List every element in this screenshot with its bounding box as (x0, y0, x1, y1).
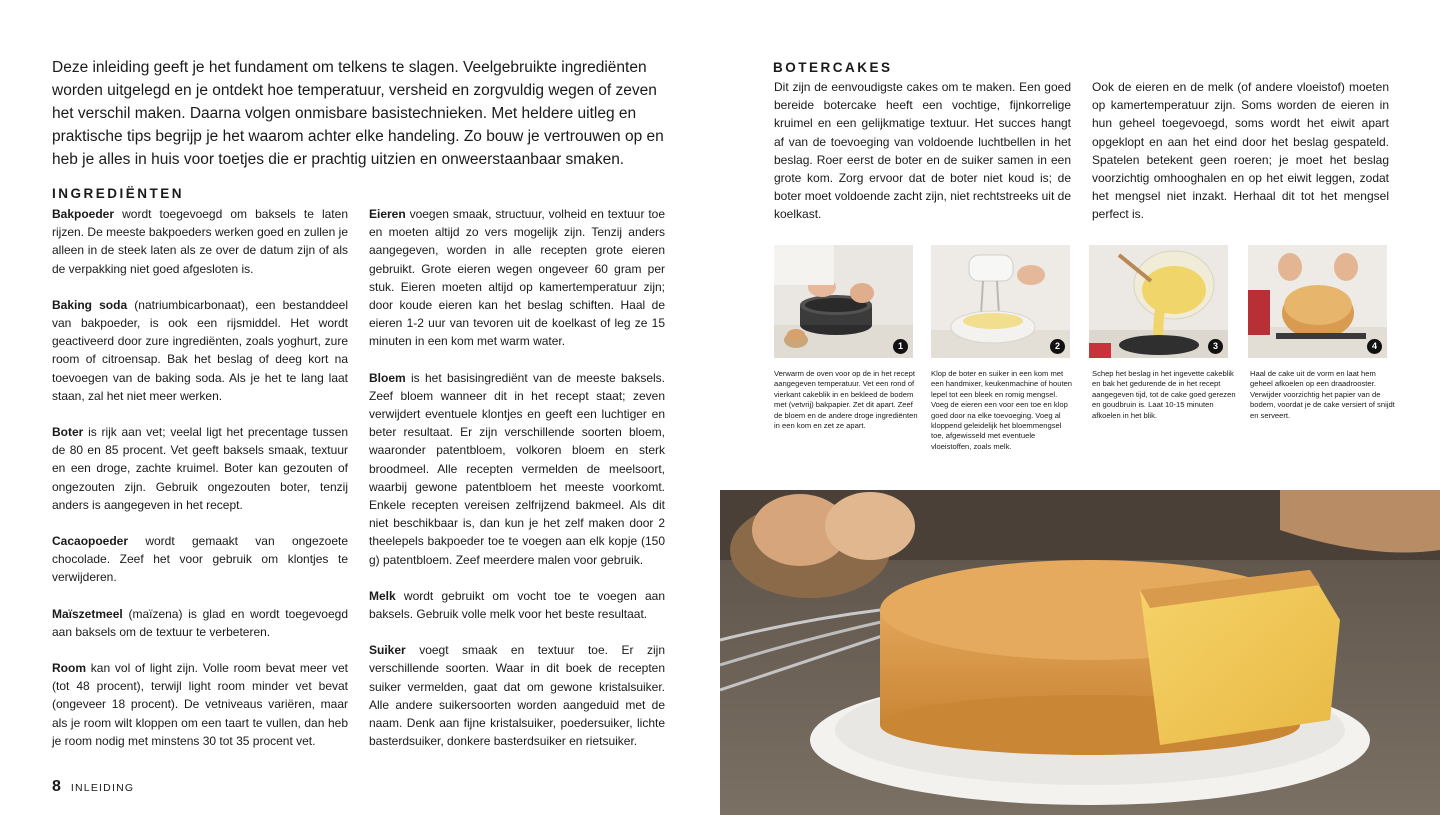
ingredient-entry: Maïszetmeel (maïzena) is glad en wordt toegevoegd aan baksels om de textuur te verbeteren. (52, 606, 348, 639)
ingredient-entry: Cacaopoeder wordt gemaakt van ongezoete chocolade. Zeef het voor gebruik om klontjes te verwijderen. (52, 534, 348, 585)
mixing-batter-illustration (931, 245, 1070, 358)
ingredient-entry: Room kan vol of light zijn. Volle room bevat meer vet (tot 48 procent), terwijl light room minder vet bevat (ongeveer 18 procent). De vetniveaus variëren, maar als je room wilt kloppen om een taart te vullen, dan heb je room nodig met minstens 30 tot 35 procent vet. (52, 661, 348, 748)
ingredient-entry: Bakpoeder wordt toegevoegd om baksels te laten rijzen. De meeste bakpoeders werken goed en zullen je alleen in de steek laten als ze over de datum zijn of als de verpakking niet goed afgesloten is. (52, 207, 348, 276)
sponge-cake-photo (720, 490, 1440, 815)
botercakes-column-1: Dit zijn de eenvoudigste cakes om te maken. Een goed bereide botercake heeft een vochtige, fijnkorrelige kruimel en een gelijkmatige textuur. Het succes hangt af van de toevoeging van voldoende luchtbellen in het beslag. Roer eerst de boter en de suiker samen in een grote kom. Zorg ervoor dat de boter niet koud is; de boter moet voldoende zacht zijn, niet rechtstreeks uit de koelkast. (774, 80, 1071, 222)
ingredients-column-2 (369, 205, 665, 768)
step-caption-4: Haal de cake uit de vorm en laat hem geheel afkoelen op een draadrooster. Verwijder voorzichtig het papier van de bodem, voordat je de cake versiert of snijdt en serveert. (1250, 369, 1395, 420)
greasing-pan-illustration (774, 245, 913, 358)
ingredients-column-1 (52, 205, 348, 768)
step-number-badge: 1 (893, 339, 908, 354)
step-caption-2: Klop de boter en suiker in een kom met een handmixer, keukenmachine of houten lepel tot een bleek en romig mengsel. Voeg de eieren een voor een toe en klop goed door na elke toevoeging. Voeg al kloppend geleidelijk het bloemmengsel toe, afgewisseld met eventuele vloeistoffen, zoals melk. (931, 369, 1073, 451)
cooling-cake-illustration (1248, 245, 1387, 358)
step-photo-3 (1089, 245, 1228, 358)
ingredient-entry: Suiker voegt smaak en textuur toe. Er zijn verschillende soorten. Waar in dit boek de recepten suiker vermelden, gaat dat om gewone kristalsuiker. Alle andere suikersoorten worden aangeduid met de naam. Denk aan fijne kristalsuiker, poedersuiker, lichte basterdsuiker, donkere basterdsuiker en rietsuiker. (369, 643, 665, 749)
pouring-batter-illustration (1089, 245, 1228, 358)
ingredients-heading: INGREDIËNTEN (52, 186, 185, 201)
ingredient-entry: Baking soda (natriumbicarbonaat), een bestanddeel van bakpoeder, is ook een rijsmiddel. Het wordt geactiveerd door zure ingrediënten, zoals yoghurt, zure room of citroensap. Bak het beslag of deeg kort na toevoegen van de baking soda. Als je het te lang laat staan, zal het niet meer werken. (52, 297, 349, 403)
step-caption-1: Verwarm de oven voor op de in het recept aangegeven temperatuur. Vet een rond of vierkant cakeblik in en bekleed de bodem met (vetvrij) bakpapier. Zet dit apart. Zeef de bloem en de andere droge ingrediënten in een kom en zet ze apart. (774, 369, 918, 431)
botercakes-heading: BOTERCAKES (773, 60, 893, 75)
step-caption-3: Schep het beslag in het ingevette cakeblik en bak het gedurende de in het recept aangegeven tijd, tot de cake goed gerezen en goudbruin is. Laat 10-15 minuten afkoelen in het blik. (1092, 369, 1236, 420)
step-number-badge: 2 (1050, 339, 1065, 354)
ingredient-entry: Boter is rijk aan vet; veelal ligt het precentage tussen de 80 en 85 procent. Vet geeft baksels smaak, textuur en een droge, zachte kruimel. Boter kan gezouten of ongezouten zijn. Gebruik ongezouten boter, tenzij anders is aangegeven in het recept. (52, 425, 348, 512)
intro-paragraph: Deze inleiding geeft je het fundament om telkens te slagen. Veelgebruikte ingrediënten worden uitgelegd en je ontdekt hoe temperatuur, versheid en zorgvuldig wegen of zeven het verschil maken. Daarna volgen onmisbare basistechnieken. Met heldere uitleg en praktische tips begrijp je het waarom achter elke handeling. Zo bouw je vertrouwen op en heb je alles in huis voor toetjes die er prachtig uitzien en onweerstaanbaar smaken. (52, 59, 664, 168)
page-footer (52, 778, 134, 796)
sponge-cake-illustration (720, 490, 1440, 815)
ingredient-entry: Eieren voegen smaak, structuur, volheid en textuur toe en moeten altijd zo vers mogelijk zijn. Tenzij anders aangegeven, worden in alle recepten grote eieren gebruikt. Grote eieren wegen ongeveer 60 gram per stuk. Eieren moeten altijd op kamertemperatuur zijn; door koude eieren kan het beslag schiften. Haal de eieren 1-2 uur van tevoren uit de koelkast of leg ze 15 minuten in een kom met warm water. (369, 207, 665, 349)
section-label: INLEIDING (70, 782, 135, 794)
page-number: 8 (52, 778, 61, 795)
ingredient-entry: Bloem is het basisingrediënt van de meeste baksels. Zeef bloem wanneer dit in het recept staat; zeven verwijdert eventuele klontjes en geeft een luchtiger en beter resultaat. Er zijn verschillende soorten bloem, waaronder patentbloem, volkoren bloem en sterk broodmeel. Alle recepten vermelden de meelsoort, waarbij gewone patentbloem het meeste voorkomt. Enkele recepten vereisen zelfrijzend bakmeel. Als dit niet beschikbaar is, dan kun je het zelf maken door 2 theelepels bakpoeder toe te voegen aan elk kopje (150 g) patentbloem. Zeef meerdere malen voor gebruik. (369, 370, 665, 567)
botercakes-column-2: Ook de eieren en de melk (of andere vloeistof) moeten op kamertemperatuur zijn. Soms worden de eieren in hun geheel toegevoegd, soms wordt het eiwit apart opgeklopt en aan het eind door het beslag gespateld. Spatelen betekent geen roeren; je moet het beslag voorzichtig omhooghalen en op het eiwit leggen, zodat het mengsel niet inzakt. Herhaal dit tot het mengsel perfect is. (1092, 80, 1389, 222)
step-photo-4 (1248, 245, 1387, 358)
step-photo-1 (774, 245, 913, 358)
step-number-badge: 4 (1367, 339, 1382, 354)
step-number-badge: 3 (1208, 339, 1223, 354)
ingredient-entry: Melk wordt gebruikt om vocht toe te voegen aan baksels. Gebruik volle melk voor het beste resultaat. (369, 588, 665, 622)
step-photo-2 (931, 245, 1070, 358)
